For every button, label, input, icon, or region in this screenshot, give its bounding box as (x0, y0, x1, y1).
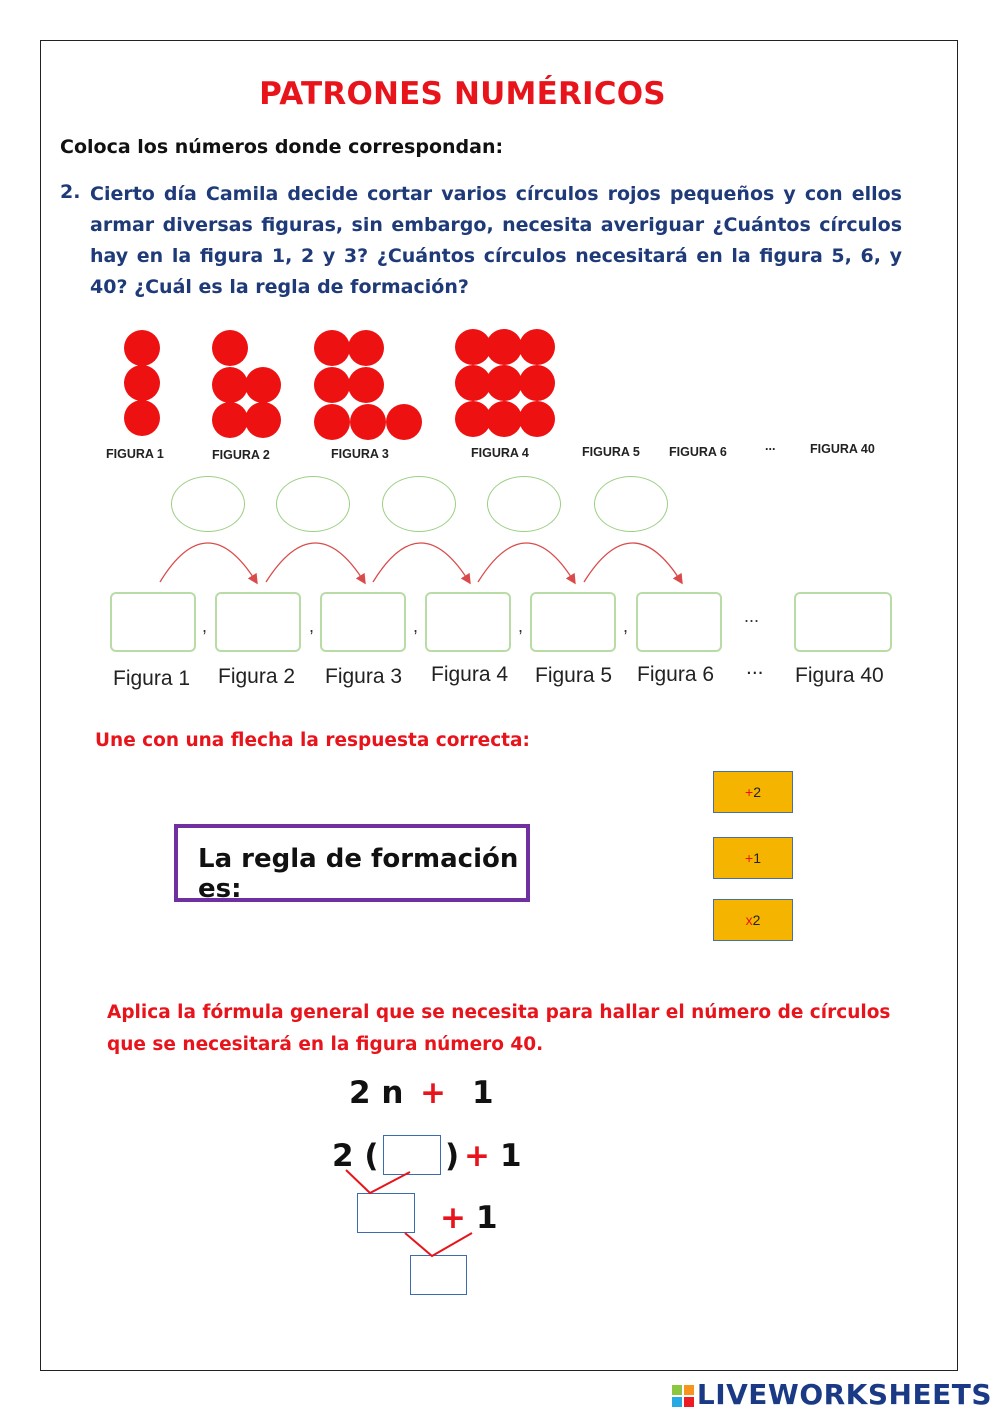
separator: ... (744, 606, 760, 626)
formula-plus: + (440, 1200, 466, 1236)
option-number: 2 (752, 912, 761, 928)
separator: , (413, 616, 419, 636)
figure-label: FIGURA 2 (212, 448, 270, 462)
formula-line-2-close: ) (445, 1138, 460, 1174)
figure-label: FIGURA 1 (106, 447, 164, 461)
answer-label: Figura 2 (218, 665, 296, 688)
formula-plus: + (420, 1075, 446, 1111)
answer-label: Figura 3 (325, 665, 403, 688)
answer-label: Figura 40 (795, 664, 884, 687)
answer-label: ... (746, 656, 764, 679)
formula-plus: + (464, 1138, 490, 1174)
option-operator: + (745, 784, 754, 800)
option-number: 2 (753, 784, 761, 800)
option-number: 1 (753, 850, 761, 866)
figure-label: FIGURA 40 (810, 442, 875, 456)
figure-label: ... (765, 439, 776, 453)
logo-text: LIVEWORKSHEETS (696, 1378, 992, 1411)
question-number: 2. (60, 181, 81, 203)
answer-label: Figura 4 (431, 663, 509, 686)
formula-heading: Aplica la fórmula general que se necesita para hallar el número de círculos que se necesitará en la figura número 40. (107, 1002, 891, 1055)
formula-line-2-open: 2 ( (332, 1138, 379, 1174)
liveworksheets-logo (672, 1378, 992, 1411)
separator: , (202, 616, 208, 636)
figure-label: FIGURA 4 (471, 446, 529, 460)
rule-label: La regla de formación es: (198, 844, 519, 904)
answer-label: Figura 1 (113, 667, 191, 690)
separator: , (518, 616, 524, 636)
figure-label: FIGURA 6 (669, 445, 727, 459)
instruction: Coloca los números donde correspondan: (60, 136, 504, 158)
separator: , (623, 616, 629, 636)
option-operator: + (745, 850, 754, 866)
answer-label: Figura 5 (535, 664, 613, 687)
answer-label: Figura 6 (637, 663, 715, 686)
figure-label: FIGURA 5 (582, 445, 640, 459)
formula-constant: 1 (500, 1138, 522, 1174)
formula-constant: 1 (472, 1075, 494, 1111)
question-text: Cierto día Camila decide cortar varios círculos rojos pequeños y con ellos armar diversas figuras, sin embargo, necesita averiguar ¿Cuántos círculos hay en la figura 1, 2 y 3? ¿Cuántos círculos necesitará en la figura 5, 6, y 40? ¿Cuál es la regla de formación? (90, 183, 902, 298)
page-title: PATRONES NUMÉRICOS (259, 76, 666, 112)
formula-term: 2 n (349, 1075, 404, 1111)
figure-label: FIGURA 3 (331, 447, 389, 461)
logo-icon (672, 1385, 694, 1407)
separator: , (309, 616, 315, 636)
match-heading: Une con una flecha la respuesta correcta: (95, 730, 530, 751)
option-operator: x (745, 912, 753, 928)
formula-constant: 1 (476, 1200, 498, 1236)
